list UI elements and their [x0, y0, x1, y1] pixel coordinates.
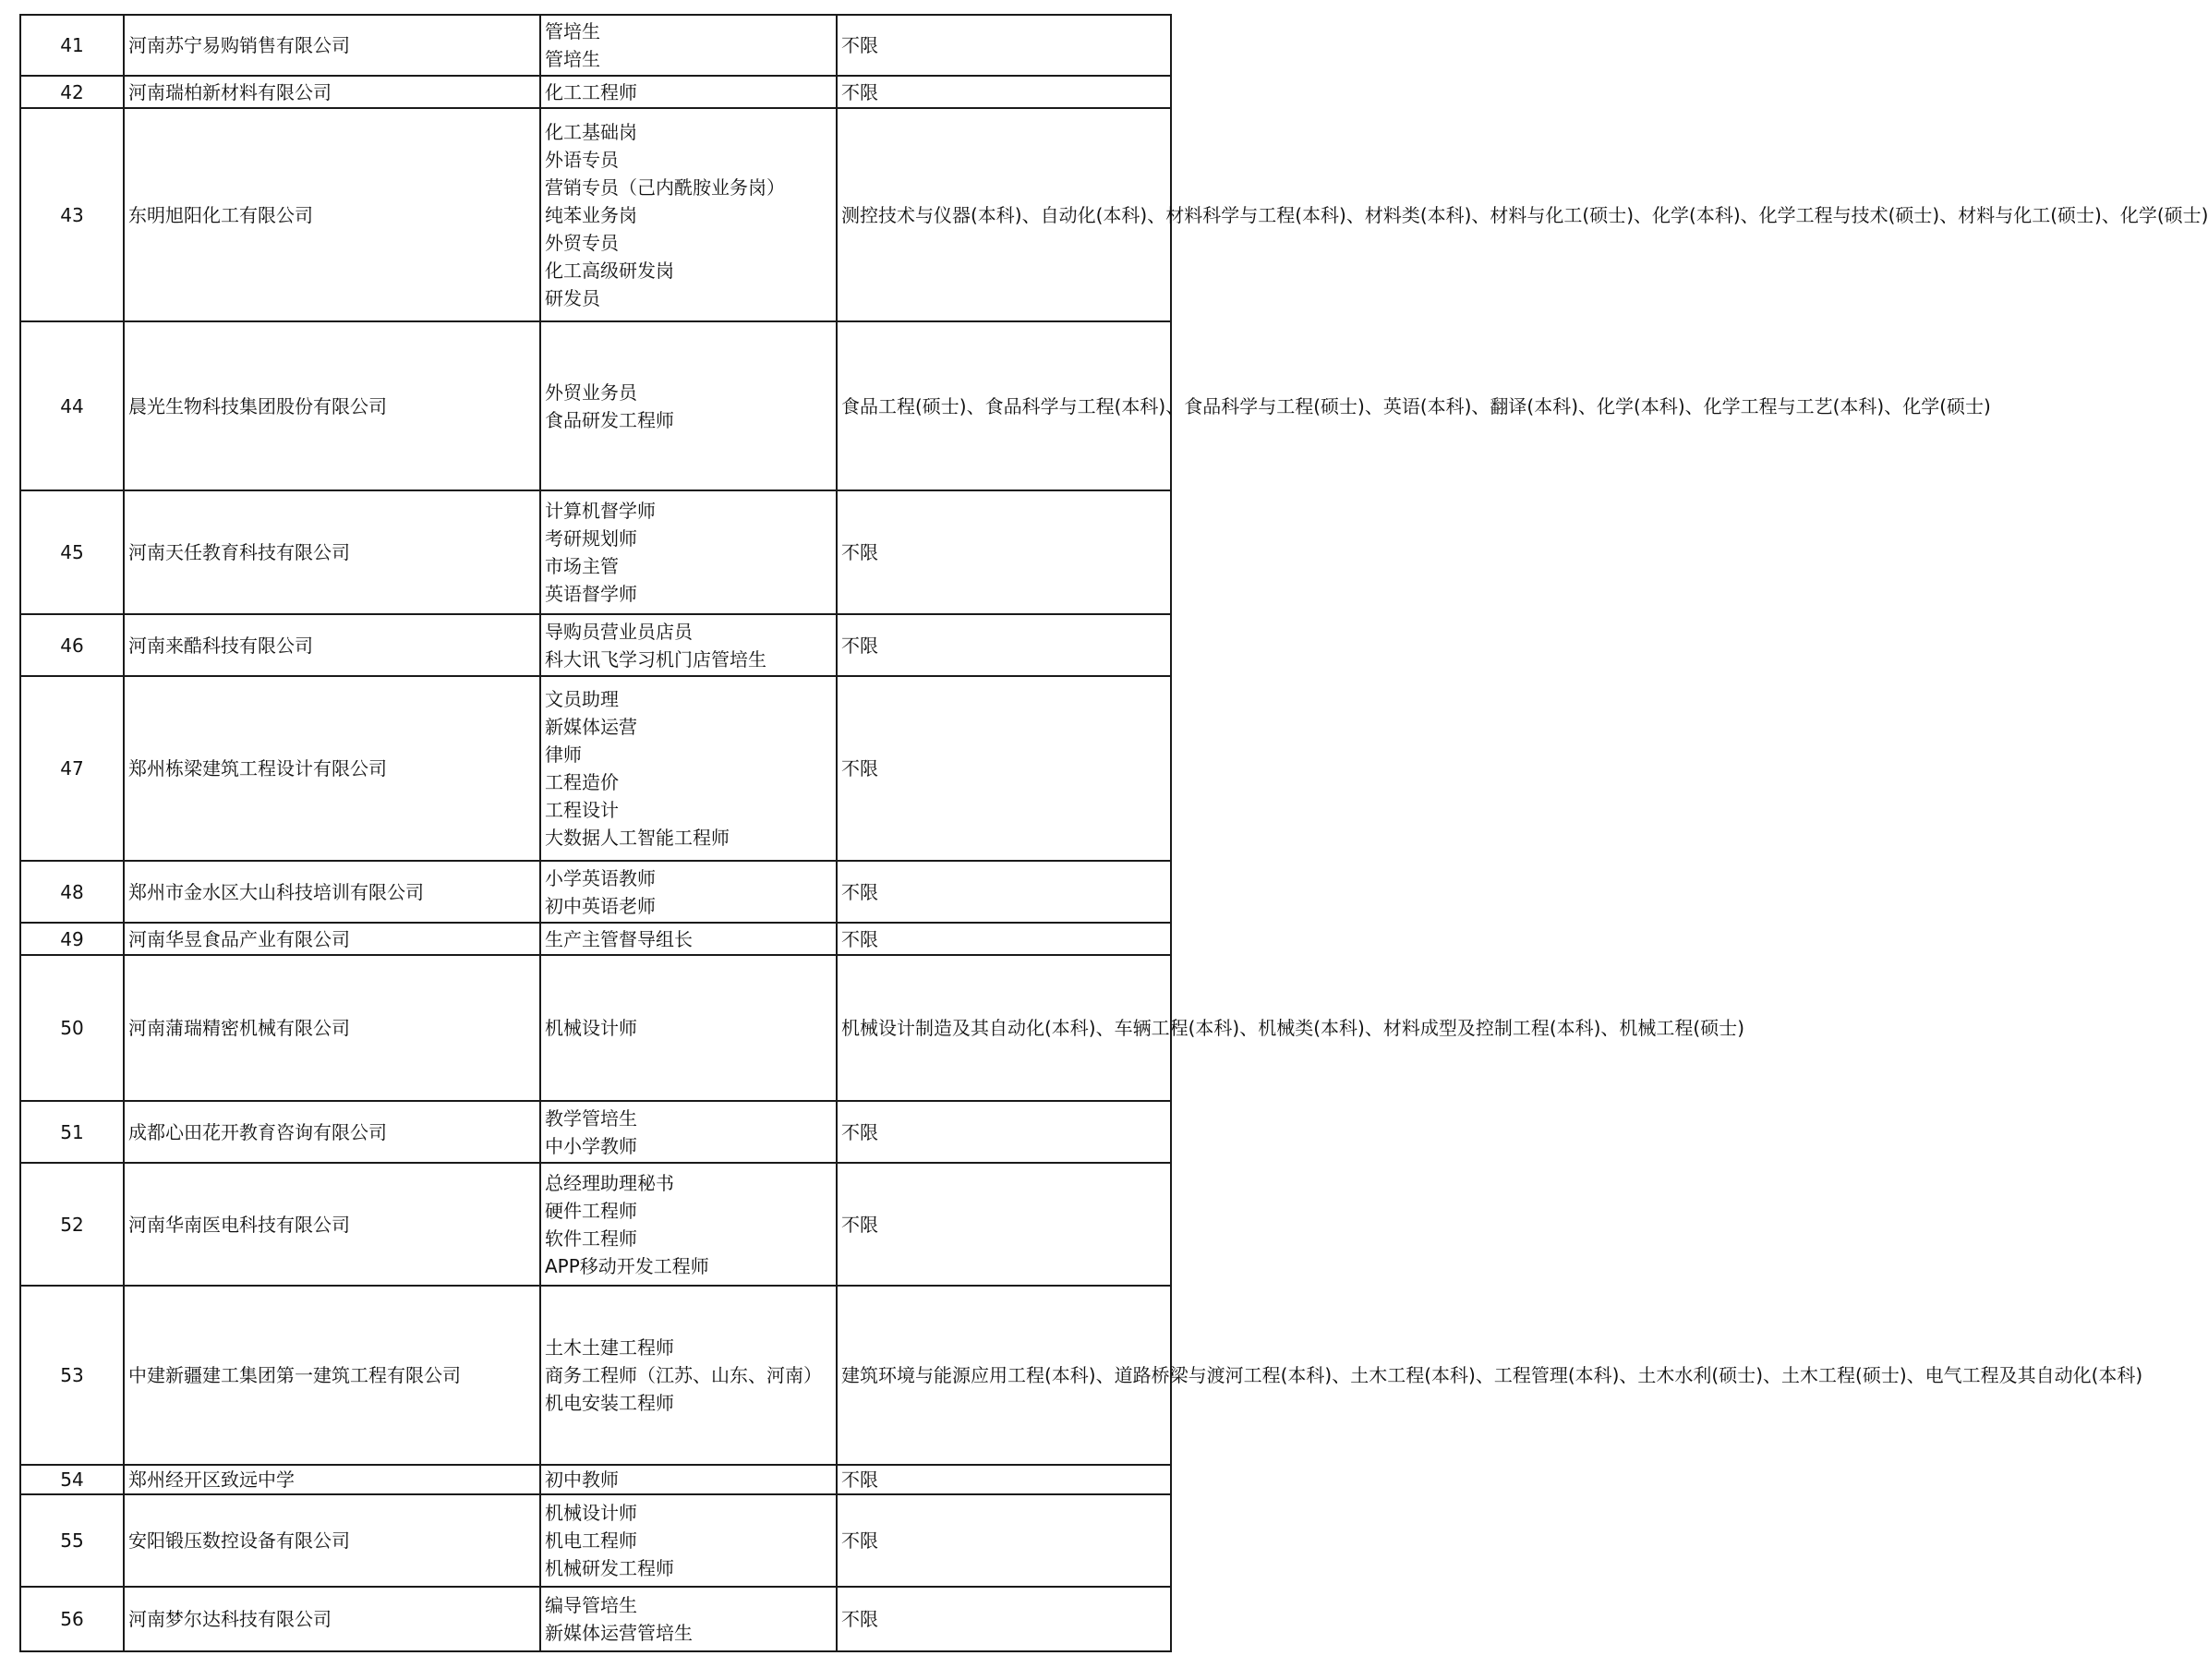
row-number: 45 [20, 490, 124, 614]
position-item: 导购员营业员店员 [545, 620, 693, 643]
position-item: 外贸专员 [545, 231, 619, 254]
table-body [20, 15, 2208, 1651]
position-item: 初中教师 [545, 1468, 619, 1491]
positions-cell [540, 1163, 837, 1286]
table-row [20, 923, 1171, 955]
position-item: 营销专员（己内酰胺业务岗） [545, 175, 785, 199]
position-item: 纯苯业务岗 [545, 203, 637, 226]
company-name: 郑州市金水区大山科技培训有限公司 [124, 861, 540, 923]
positions-cell [540, 1465, 837, 1494]
row-number: 52 [20, 1163, 124, 1286]
major-requirement: 食品工程(硕士)、食品科学与工程(本科)、食品科学与工程(硕士)、英语(本科)、翻译(本科)、化学(本科)、化学工程与工艺(本科)、化学(硕士) [837, 321, 1171, 490]
row-number: 56 [20, 1587, 124, 1651]
company-name: 安阳锻压数控设备有限公司 [124, 1494, 540, 1587]
positions-cell [540, 76, 837, 108]
positions-cell [540, 1494, 837, 1587]
table-row [20, 1465, 1171, 1494]
positions-cell [540, 490, 837, 614]
row-number: 54 [20, 1465, 124, 1494]
table-row [20, 676, 1171, 861]
position-item: 总经理助理秘书 [545, 1171, 674, 1194]
position-item: 土木土建工程师 [545, 1336, 674, 1359]
positions-cell [540, 108, 837, 321]
positions-cell [540, 15, 837, 76]
company-name: 河南梦尔达科技有限公司 [124, 1587, 540, 1651]
position-item: 商务工程师（江苏、山东、河南） [545, 1364, 822, 1386]
company-name: 郑州栋梁建筑工程设计有限公司 [124, 676, 540, 861]
table-row [20, 1494, 1171, 1587]
positions-cell [540, 614, 837, 676]
position-item: 中小学教师 [545, 1134, 637, 1157]
position-item: 新媒体运营管培生 [545, 1622, 693, 1644]
positions-cell [540, 861, 837, 923]
company-name: 河南华昱食品产业有限公司 [124, 923, 540, 955]
table-row [20, 861, 1171, 923]
recruitment-table [19, 14, 2208, 1652]
position-item: 工程设计 [545, 799, 619, 821]
table-row [20, 15, 1171, 76]
major-requirement: 不限 [837, 15, 1171, 76]
row-number: 41 [20, 15, 124, 76]
major-requirement: 不限 [837, 614, 1171, 676]
company-name: 河南蒲瑞精密机械有限公司 [124, 955, 540, 1101]
row-number: 46 [20, 614, 124, 676]
position-item: 大数据人工智能工程师 [545, 827, 730, 849]
positions-cell [540, 676, 837, 861]
table-row [20, 321, 1171, 490]
row-number: 55 [20, 1494, 124, 1587]
major-requirement: 不限 [837, 676, 1171, 861]
major-requirement: 建筑环境与能源应用工程(本科)、道路桥梁与渡河工程(本科)、土木工程(本科)、工程管理(本科)、土木水利(硕士)、土木工程(硕士)、电气工程及其自动化(本科) [837, 1286, 1171, 1465]
company-name: 河南苏宁易购销售有限公司 [124, 15, 540, 76]
position-item: 研发员 [545, 286, 600, 309]
position-item: 文员助理 [545, 688, 619, 710]
positions-cell [540, 955, 837, 1101]
position-item: 机械研发工程师 [545, 1557, 674, 1579]
company-name: 郑州经开区致远中学 [124, 1465, 540, 1494]
position-item: APP移动开发工程师 [545, 1254, 709, 1277]
position-item: 科大讯飞学习机门店管培生 [545, 647, 766, 671]
major-requirement: 不限 [837, 1163, 1171, 1286]
table-row [20, 108, 1171, 321]
table-row [20, 614, 1171, 676]
table-row [20, 1587, 1171, 1651]
position-item: 律师 [545, 743, 582, 766]
positions-cell [540, 1587, 837, 1651]
position-item: 市场主管 [545, 555, 619, 577]
position-item: 编导管培生 [545, 1594, 637, 1616]
major-requirement: 不限 [837, 861, 1171, 923]
position-item: 管培生 [545, 20, 600, 42]
company-name: 晨光生物科技集团股份有限公司 [124, 321, 540, 490]
major-requirement: 不限 [837, 1587, 1171, 1651]
position-item: 外贸业务员 [545, 381, 637, 404]
position-item: 机电工程师 [545, 1529, 637, 1552]
table-row [20, 1101, 1171, 1163]
position-item: 机械设计师 [545, 1017, 637, 1039]
major-requirement: 不限 [837, 1101, 1171, 1163]
position-item: 教学管培生 [545, 1106, 637, 1130]
major-requirement: 不限 [837, 1465, 1171, 1494]
position-item: 机械设计师 [545, 1502, 637, 1524]
table-row [20, 1163, 1171, 1286]
position-item: 英语督学师 [545, 583, 637, 605]
position-item: 外语专员 [545, 148, 619, 171]
position-item: 考研规划师 [545, 527, 637, 550]
position-item: 小学英语教师 [545, 866, 656, 889]
row-number: 51 [20, 1101, 124, 1163]
company-name: 河南华南医电科技有限公司 [124, 1163, 540, 1286]
major-requirement: 不限 [837, 76, 1171, 108]
row-number: 50 [20, 955, 124, 1101]
row-number: 53 [20, 1286, 124, 1465]
table-row [20, 76, 1171, 108]
company-name: 成都心田花开教育咨询有限公司 [124, 1101, 540, 1163]
row-number: 47 [20, 676, 124, 861]
row-number: 49 [20, 923, 124, 955]
company-name: 河南天任教育科技有限公司 [124, 490, 540, 614]
company-name: 河南瑞柏新材料有限公司 [124, 76, 540, 108]
position-item: 生产主管督导组长 [545, 927, 693, 950]
position-item: 化工高级研发岗 [545, 259, 674, 282]
company-name: 中建新疆建工集团第一建筑工程有限公司 [124, 1286, 540, 1465]
table-row [20, 1286, 1171, 1465]
position-item: 初中英语老师 [545, 894, 656, 917]
position-item: 化工基础岗 [545, 120, 637, 143]
position-item: 管培生 [545, 48, 600, 70]
company-name: 河南来酷科技有限公司 [124, 614, 540, 676]
position-item: 软件工程师 [545, 1227, 637, 1250]
positions-cell [540, 1101, 837, 1163]
position-item: 工程造价 [545, 771, 619, 793]
row-number: 48 [20, 861, 124, 923]
row-number: 44 [20, 321, 124, 490]
major-requirement: 机械设计制造及其自动化(本科)、车辆工程(本科)、机械类(本科)、材料成型及控制工程(本科)、机械工程(硕士) [837, 955, 1171, 1101]
positions-cell [540, 321, 837, 490]
table-row [20, 490, 1171, 614]
position-item: 化工工程师 [545, 80, 637, 103]
positions-cell [540, 1286, 837, 1465]
row-number: 42 [20, 76, 124, 108]
position-item: 机电安装工程师 [545, 1392, 674, 1414]
position-item: 新媒体运营 [545, 716, 637, 738]
row-number: 43 [20, 108, 124, 321]
major-requirement: 测控技术与仪器(本科)、自动化(本科)、材料科学与工程(本科)、材料类(本科)、材料与化工(硕士)、化学(本科)、化学工程与技术(硕士)、材料与化工(硕士)、化学(硕士) [837, 108, 1171, 321]
company-name: 东明旭阳化工有限公司 [124, 108, 540, 321]
position-item: 食品研发工程师 [545, 408, 674, 431]
major-requirement: 不限 [837, 923, 1171, 955]
position-item: 计算机督学师 [545, 500, 656, 522]
table-row [20, 955, 1171, 1101]
major-requirement: 不限 [837, 1494, 1171, 1587]
position-item: 硬件工程师 [545, 1199, 637, 1222]
major-requirement: 不限 [837, 490, 1171, 614]
positions-cell [540, 923, 837, 955]
